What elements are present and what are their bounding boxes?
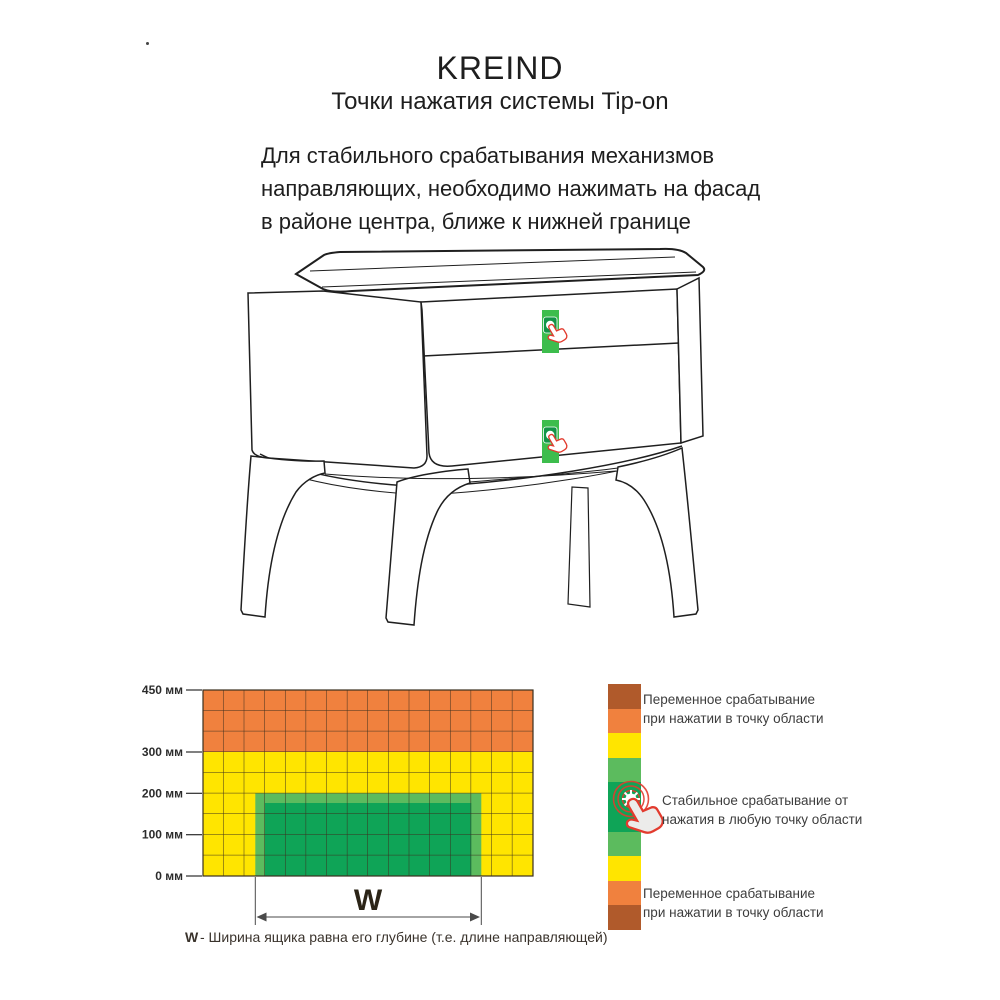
axis-label-0: 0 мм [155,869,183,883]
arrow-right [470,913,480,922]
legend-line: Переменное срабатывание [643,886,816,901]
cabinet-body [241,249,704,625]
legend-line: при нажатии в точку области [643,711,824,726]
intro-line-2: направляющих, необходимо нажимать на фасад [261,176,761,201]
arrow-left [257,913,267,922]
y-axis [186,690,202,876]
width-caption-bold: W [185,929,199,945]
legend-seg-brown-bottom [608,905,641,930]
legend-seg-yellow-top [608,733,641,758]
axis-label-100: 100 мм [141,827,183,842]
legend-text-stable [662,791,862,829]
legend-line: нажатия в любую точку области [662,812,863,827]
axis-label-200: 200 мм [141,786,183,801]
zones-grid-diagram [140,680,610,980]
width-caption: - Ширина ящика равна его глубине (т.е. длине направляющей) [200,929,608,945]
zone-bands [203,690,533,876]
page-title: KREIND [436,50,564,86]
legend-text-variable-bottom [643,884,824,922]
legend-seg-yellow-bottom [608,856,641,881]
legend-seg-brown-top [608,684,641,709]
width-label: W [353,884,383,917]
page-subtitle: Точки нажатия системы Tip-on [331,88,669,115]
legend-line: Стабильное срабатывание от [662,793,849,808]
axis-label-450: 450 мм [141,683,183,697]
intro-paragraph [261,139,760,238]
legend-line: при нажатии в точку области [643,905,824,920]
legend-line: Переменное срабатывание [643,692,816,707]
legend-seg-orange-bottom [608,881,641,906]
axis-label-300: 300 мм [141,745,183,759]
intro-line-3: в районе центра, ближе к нижней границе [261,209,691,234]
legend-text-variable-top [643,690,824,728]
artifact-dot [146,42,149,45]
intro-line-1: Для стабильного срабатывания механизмов [261,143,715,168]
nightstand-illustration [230,240,720,630]
legend-seg-orange-top [608,709,641,734]
